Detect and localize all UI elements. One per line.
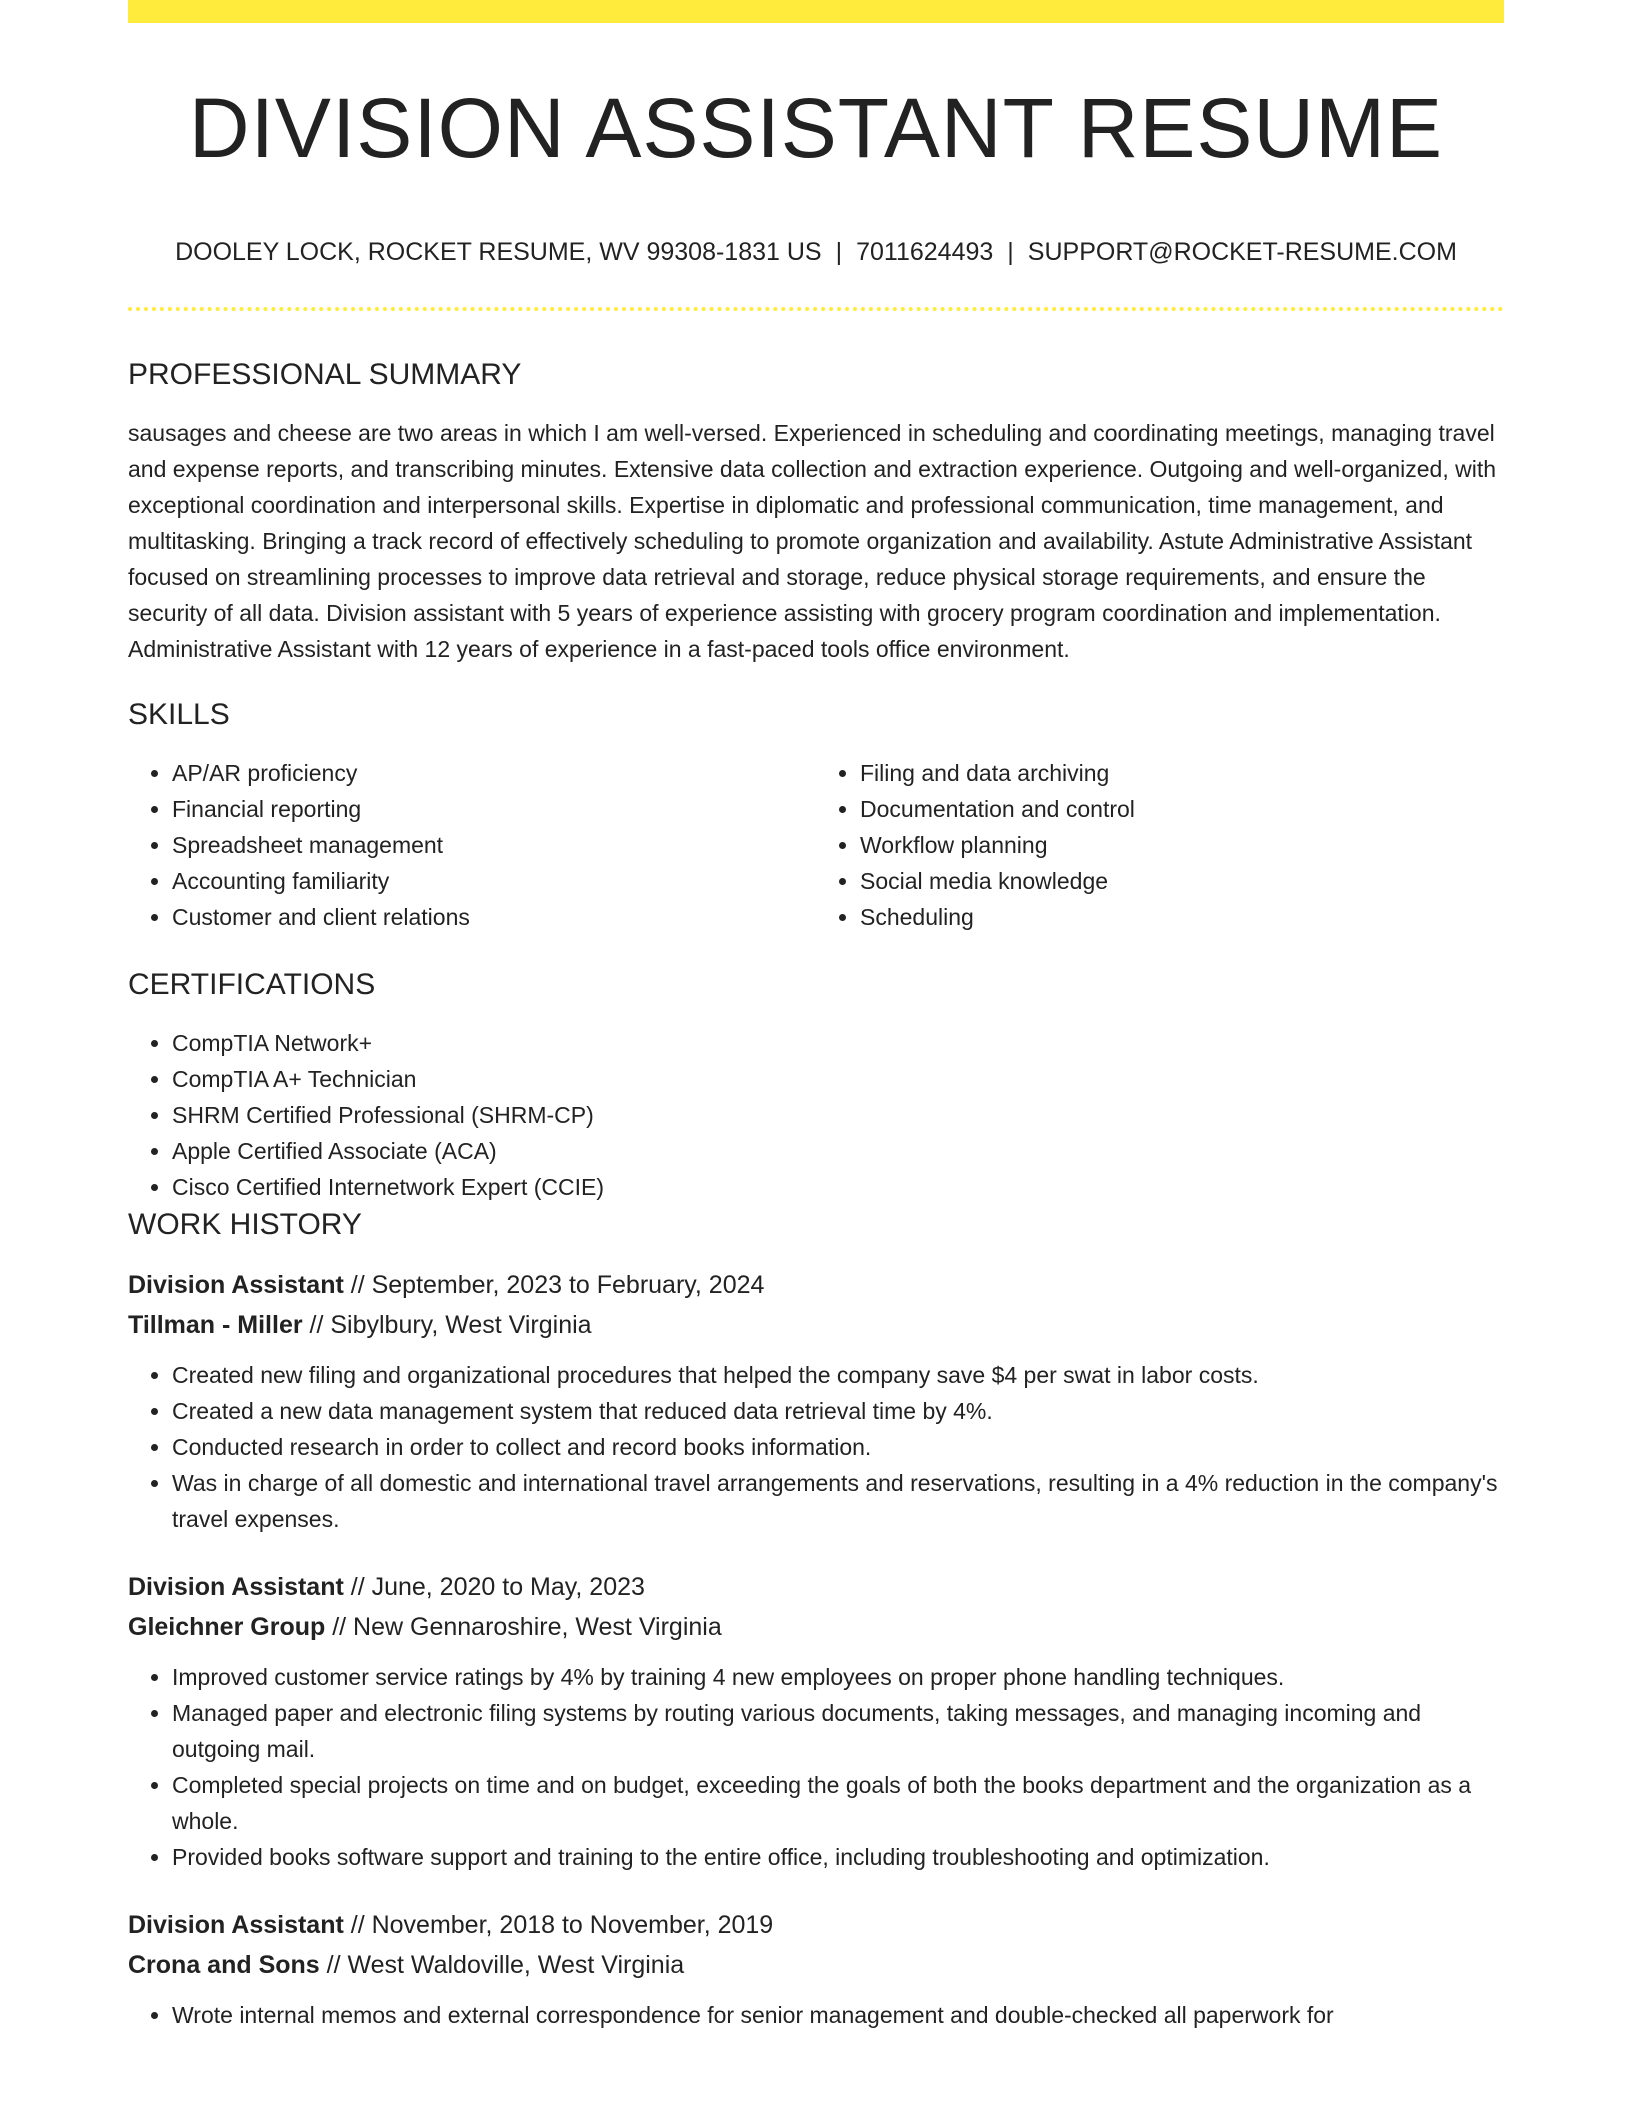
job-bullet: • Wrote internal memos and external correspondence for senior management and double-checked all paperwork for: [172, 1997, 1504, 2033]
skill-item: • Scheduling: [860, 899, 1504, 935]
skills-list-left: [128, 755, 816, 935]
job-bullets: [128, 1997, 1504, 2033]
job-entry: [128, 1905, 1504, 2033]
skills-columns: [128, 755, 1504, 935]
contact-phone: 7011624493: [856, 238, 994, 266]
job-entry: [128, 1567, 1504, 1875]
skill-item: • Social media knowledge: [860, 863, 1504, 899]
summary-heading: PROFESSIONAL SUMMARY: [128, 358, 522, 391]
job-title-line: [128, 1567, 1504, 1607]
summary-text: sausages and cheese are two areas in which I am well-versed. Experienced in scheduling and coordinating meetings, managing travel and expense reports, and transcribing minutes. Extensive data collection and extraction experience. Outgoing and well-organized, with exceptional coordination and interpersonal skills. Expertise in diplomatic and professional communication, time management, and multitasking. Bringing a track record of effectively scheduling to promote organization and availability. Astute Administrative Assistant focused on streamlining processes to improve data retrieval and storage, reduce physical storage requirements, and ensure the security of all data. Division assistant with 5 years of experience assisting with grocery program coordination and implementation. Administrative Assistant with 12 years of experience in a fast-paced tools office environment.: [128, 420, 1497, 662]
certifications-heading: CERTIFICATIONS: [128, 968, 376, 1001]
certification-item: • Apple Certified Associate (ACA): [172, 1133, 1504, 1169]
top-accent-bar: [128, 0, 1504, 23]
dotted-divider: [128, 307, 1504, 311]
resume-content: [128, 355, 1504, 2063]
job-title-line: [128, 1265, 1504, 1305]
skill-item: • Accounting familiarity: [172, 863, 816, 899]
page-title: DIVISION ASSISTANT RESUME: [188, 81, 1444, 175]
job-location: // West Waldoville, West Virginia: [319, 1951, 685, 1979]
contact-separator: |: [835, 238, 843, 266]
job-bullet: • Created new filing and organizational procedures that helped the company save $4 per swat in labor costs.: [172, 1357, 1504, 1393]
job-bullet: • Created a new data management system that reduced data retrieval time by 4%.: [172, 1393, 1504, 1429]
job-bullet: • Improved customer service ratings by 4% by training 4 new employees on proper phone handling techniques.: [172, 1659, 1504, 1695]
job-bullets: [128, 1357, 1504, 1537]
work-history-heading: WORK HISTORY: [128, 1208, 362, 1241]
job-company: Tillman - Miller: [128, 1311, 303, 1339]
resume-page: [128, 0, 1504, 2028]
contact-separator: |: [1007, 238, 1014, 266]
job-company-line: [128, 1945, 1504, 1985]
job-company: Gleichner Group: [128, 1613, 326, 1641]
job-title: Division Assistant: [128, 1911, 344, 1939]
job-title: Division Assistant: [128, 1271, 344, 1299]
job-entry: [128, 1265, 1504, 1537]
skill-item: • Financial reporting: [172, 791, 816, 827]
job-company-line: [128, 1305, 1504, 1345]
job-dates: // November, 2018 to November, 2019: [343, 1911, 774, 1939]
skills-list-right: [816, 755, 1504, 935]
contact-email: SUPPORT@ROCKET-RESUME.COM: [1027, 238, 1457, 266]
contact-line: [128, 238, 1504, 267]
skill-item: • Spreadsheet management: [172, 827, 816, 863]
job-bullet: • Managed paper and electronic filing systems by routing various documents, taking messages, and managing incoming and outgoing mail.: [172, 1695, 1504, 1767]
skills-heading: SKILLS: [128, 698, 230, 731]
certifications-section: [128, 965, 1504, 1205]
work-history-section: [128, 1205, 1504, 2033]
skill-item: • Filing and data archiving: [860, 755, 1504, 791]
job-bullet: • Conducted research in order to collect and record books information.: [172, 1429, 1504, 1465]
skill-item: • Documentation and control: [860, 791, 1504, 827]
job-company: Crona and Sons: [128, 1951, 320, 1979]
summary-section: [128, 355, 1504, 667]
job-bullet: • Was in charge of all domestic and international travel arrangements and reservations, resulting in a 4% reduction in the company's travel expenses.: [172, 1465, 1504, 1537]
skill-item: • AP/AR proficiency: [172, 755, 816, 791]
certification-item: • CompTIA Network+: [172, 1025, 1504, 1061]
skills-section: [128, 695, 1504, 935]
job-bullet: • Provided books software support and training to the entire office, including troubleshooting and optimization.: [172, 1839, 1504, 1875]
certification-item: • Cisco Certified Internetwork Expert (CCIE): [172, 1169, 1504, 1205]
job-title: Division Assistant: [128, 1573, 344, 1601]
job-dates: // June, 2020 to May, 2023: [343, 1573, 645, 1601]
job-bullet: • Completed special projects on time and on budget, exceeding the goals of both the books department and the organization as a whole.: [172, 1767, 1504, 1839]
skill-item: • Customer and client relations: [172, 899, 816, 935]
certification-item: • CompTIA A+ Technician: [172, 1061, 1504, 1097]
job-location: // Sibylbury, West Virginia: [302, 1311, 592, 1339]
job-title-line: [128, 1905, 1504, 1945]
job-bullets: [128, 1659, 1504, 1875]
job-company-line: [128, 1607, 1504, 1647]
contact-address: DOOLEY LOCK, ROCKET RESUME, WV 99308-1831 US: [175, 238, 822, 266]
job-dates: // September, 2023 to February, 2024: [343, 1271, 765, 1299]
skill-item: • Workflow planning: [860, 827, 1504, 863]
certifications-list: [128, 1025, 1504, 1205]
certification-item: • SHRM Certified Professional (SHRM-CP): [172, 1097, 1504, 1133]
job-location: // New Gennaroshire, West Virginia: [325, 1613, 722, 1641]
